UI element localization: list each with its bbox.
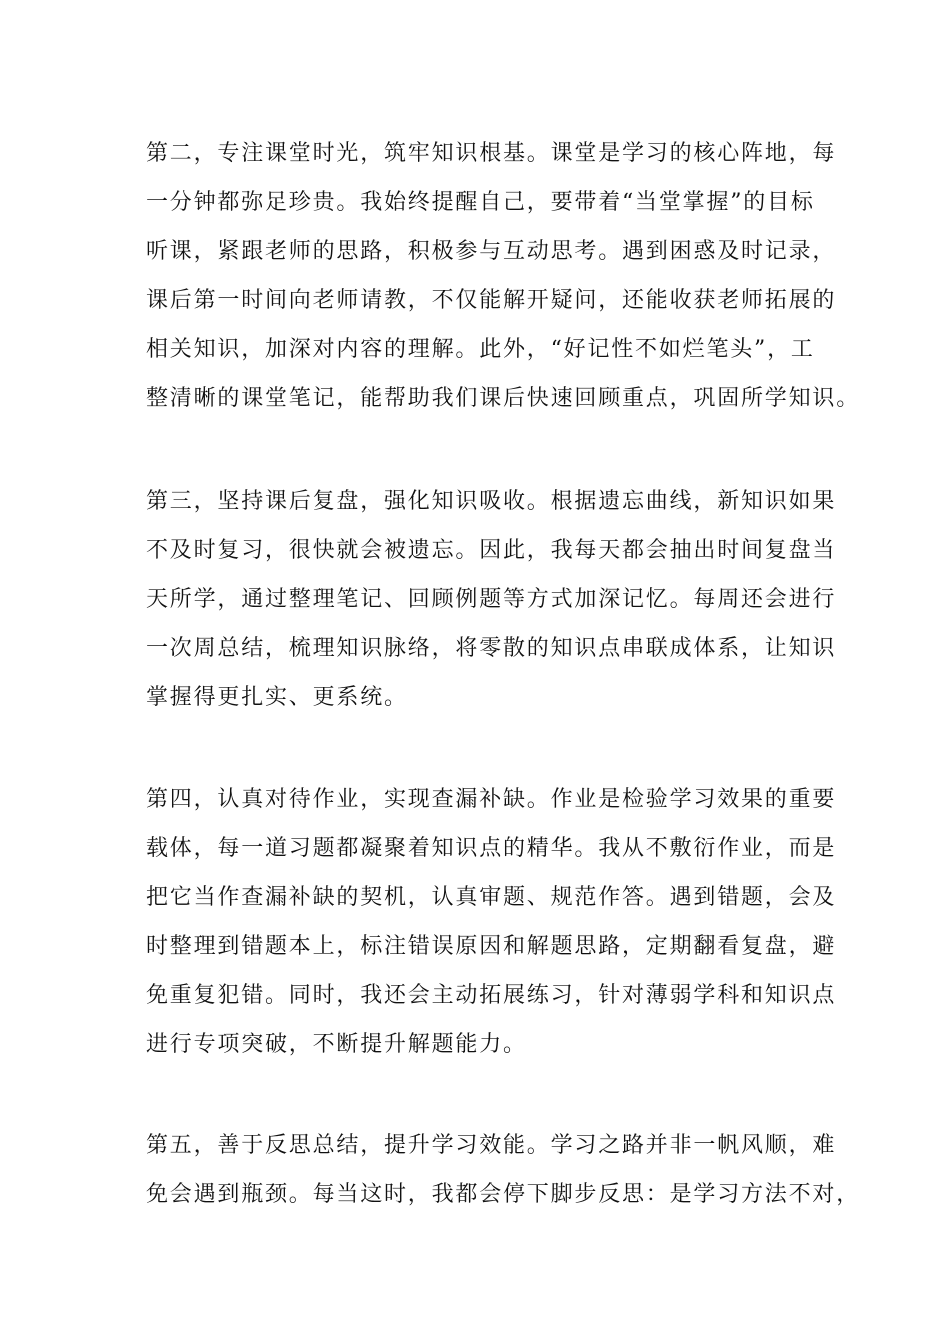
- text-line: 第四，认真对待作业，实现查漏补缺。作业是检验学习效果的重要: [146, 787, 837, 812]
- paragraph-homework: [146, 775, 837, 1069]
- text-line: 掌握得更扎实、更系统。: [146, 685, 408, 710]
- text-line: 整清晰的课堂笔记，能帮助我们课后快速回顾重点，巩固所学知识。: [146, 386, 861, 411]
- text-line: 免重复犯错。同时，我还会主动拓展练习，针对薄弱学科和知识点: [146, 983, 837, 1008]
- text-line: 课后第一时间向老师请教，不仅能解开疑问，还能收获老师拓展的: [146, 288, 837, 313]
- text-line: 第五，善于反思总结，提升学习效能。学习之路并非一帆风顺，难: [146, 1133, 837, 1158]
- text-line: 不及时复习，很快就会被遗忘。因此，我每天都会抽出时间复盘当: [146, 538, 837, 563]
- text-line: 免会遇到瓶颈。每当这时，我都会停下脚步反思：是学习方法不对，: [146, 1182, 861, 1207]
- text-line: 进行专项突破，不断提升解题能力。: [146, 1032, 527, 1057]
- text-line: 听课，紧跟老师的思路，积极参与互动思考。遇到困惑及时记录，: [146, 239, 837, 264]
- paragraph-reflection: [146, 1121, 861, 1219]
- text-line: 天所学，通过整理笔记、回顾例题等方式加深记忆。每周还会进行: [146, 587, 837, 612]
- text-line: 一次周总结，梳理知识脉络，将零散的知识点串联成体系，让知识: [146, 636, 837, 661]
- text-line: 时整理到错题本上，标注错误原因和解题思路，定期翻看复盘，避: [146, 934, 837, 959]
- paragraph-review-after-class: [146, 477, 837, 722]
- text-line: 相关知识，加深对内容的理解。此外，“好记性不如烂笔头”，工: [146, 337, 815, 362]
- text-line: 第三，坚持课后复盘，强化知识吸收。根据遗忘曲线，新知识如果: [146, 489, 837, 514]
- text-line: 把它当作查漏补缺的契机，认真审题、规范作答。遇到错题，会及: [146, 885, 837, 910]
- text-line: 载体，每一道习题都凝聚着知识点的精华。我从不敷衍作业，而是: [146, 836, 837, 861]
- text-line: 一分钟都弥足珍贵。我始终提醒自己，要带着“当堂掌握”的目标: [146, 190, 815, 215]
- text-line: 第二，专注课堂时光，筑牢知识根基。课堂是学习的核心阵地，每: [146, 141, 837, 166]
- paragraph-focus-class-time: [146, 129, 861, 423]
